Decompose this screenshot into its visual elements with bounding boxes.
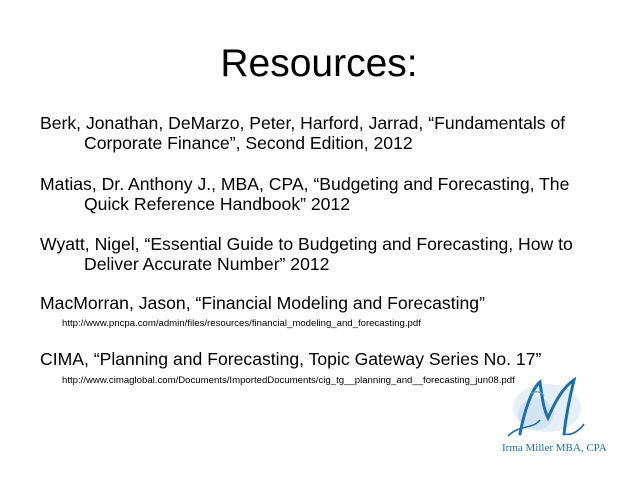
- reference-line-1: Berk, Jonathan, DeMarzo, Peter, Harford, Jarrad, “Fundamentals of: [40, 113, 566, 133]
- reference-line-2: Deliver Accurate Number” 2012: [84, 254, 330, 274]
- logo-text: Irma Miller MBA, CPA: [502, 442, 607, 454]
- reference-text: [40, 113, 565, 153]
- reference-item: [40, 349, 541, 387]
- reference-text: [40, 349, 541, 369]
- reference-line-1: CIMA, “Planning and Forecasting, Topic Gateway Series No. 17”: [40, 349, 542, 369]
- reference-url-link[interactable]: http://www.cimaglobal.com/Documents/ImportedDocuments/cig_tg__planning_and__forecasting_jun08.pdf: [62, 375, 515, 386]
- reference-line-2: Corporate Finance”, Second Edition, 2012: [84, 133, 413, 153]
- reference-item: [40, 293, 485, 330]
- reference-line-1: MacMorran, Jason, “Financial Modeling and Forecasting”: [40, 293, 485, 313]
- slide-title: Resources:: [220, 42, 418, 85]
- reference-line-1: Matias, Dr. Anthony J., MBA, CPA, “Budgeting and Forecasting, The: [40, 174, 570, 194]
- reference-item: [40, 234, 573, 274]
- reference-text: [40, 234, 573, 274]
- reference-text: [40, 293, 485, 313]
- reference-item: [40, 113, 565, 153]
- reference-line-1: Wyatt, Nigel, “Essential Guide to Budgeting and Forecasting, How to: [40, 234, 573, 254]
- logo: [480, 374, 630, 474]
- monogram-icon: [480, 374, 630, 474]
- reference-item: [40, 174, 569, 214]
- reference-line-2: Quick Reference Handbook” 2012: [84, 194, 351, 214]
- reference-text: [40, 174, 569, 214]
- reference-url-link[interactable]: http://www.pncpa.com/admin/files/resources/financial_modeling_and_forecasting.pdf: [62, 318, 421, 329]
